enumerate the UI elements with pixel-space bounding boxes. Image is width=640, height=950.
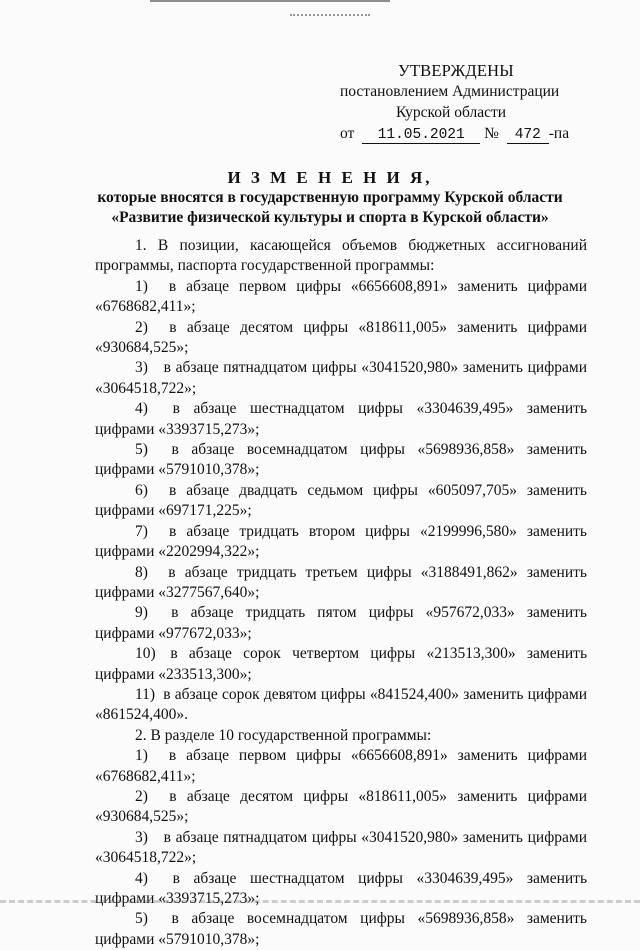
item-text: в абзаце шестнадцатом цифры «3304639,495» заменить цифрами «3393715,273»; [95, 400, 588, 438]
item-number: 11) [135, 685, 156, 703]
item-text: в абзаце десятом цифры «818611,005» заменить цифрами «930684,525»; [95, 318, 588, 357]
approval-stamp [340, 60, 600, 144]
list-item [95, 869, 587, 910]
item-number: 2) [135, 787, 148, 805]
heading-subtitle-1: которые вносятся в государственную программу Курской области [97, 189, 563, 206]
item-number: 3) [135, 359, 148, 377]
approval-number: 472 [507, 127, 549, 144]
item-number: 8) [135, 563, 148, 581]
approval-title: УТВЕРЖДЕНЫ [398, 61, 514, 80]
item-number: 3) [135, 828, 148, 846]
item-text: в абзаце двадцать седьмом цифры «605097,705» заменить цифрами «697171,225»; [95, 481, 587, 520]
document-body [95, 236, 587, 950]
list-item [95, 787, 587, 828]
item-number: 1) [135, 747, 148, 765]
scan-artifact-top [150, 0, 390, 6]
item-text: в абзаце тридцать пятом цифры «957672,033» заменить цифрами «977672,033»; [95, 604, 588, 642]
list-item [95, 399, 587, 440]
item-text: в абзаце восемнадцатом цифры «5698936,858» заменить цифрами «5791010,378»; [95, 441, 587, 479]
approval-line-3: Курской области [396, 104, 507, 121]
section-1-intro: 1. В позиции, касающейся объемов бюджетных ассигнований программы, паспорта государственной программы: [95, 237, 587, 275]
list-item [95, 440, 587, 481]
item-number: 4) [135, 869, 148, 887]
item-text: в абзаце шестнадцатом цифры «3304639,495» заменить цифрами «3393715,273»; [95, 869, 588, 907]
heading-title: И З М Е Н Е Н И Я, [227, 168, 433, 187]
item-text: в абзаце сорок девятом цифры «841524,400» заменить цифрами «861524,400». [95, 685, 587, 724]
list-item [95, 603, 587, 644]
heading-subtitle-2: «Развитие физической культуры и спорта в Курской области» [111, 209, 549, 226]
item-number: 4) [135, 400, 148, 418]
approval-date: 11.05.2021 [362, 127, 480, 144]
list-item [95, 746, 587, 787]
section-1-list [95, 277, 587, 726]
item-number: 1) [135, 277, 148, 295]
list-item [95, 644, 587, 685]
date-prefix: от [340, 125, 355, 142]
section-2-intro: 2. В разделе 10 государственной программы: [135, 726, 432, 744]
list-item [95, 318, 587, 359]
item-text: в абзаце восемнадцатом цифры «5698936,858» заменить цифрами «5791010,378»; [95, 910, 587, 948]
list-item [95, 563, 587, 604]
item-number: 10) [135, 645, 156, 663]
approval-line-2: постановлением Администрации [340, 83, 560, 100]
list-item [95, 358, 587, 399]
item-text: в абзаце пятнадцатом цифры «3041520,980» заменить цифрами «3064518,722»; [95, 828, 587, 867]
item-text: в абзаце первом цифры «6656608,891» заменить цифрами «6768682,411»; [95, 747, 588, 785]
item-number: 6) [135, 481, 148, 499]
scan-artifact-top-dots [290, 14, 370, 18]
number-suffix: -па [548, 125, 570, 142]
list-item [95, 522, 587, 563]
list-item [95, 481, 587, 522]
approval-date-line [340, 123, 600, 144]
item-text: в абзаце десятом цифры «818611,005» заменить цифрами «930684,525»; [95, 787, 588, 826]
item-text: в абзаце тридцать третьем цифры «3188491,862» заменить цифрами «3277567,640»; [95, 563, 587, 601]
list-item [95, 685, 587, 726]
item-number: 5) [135, 910, 148, 928]
number-prefix: № [484, 125, 499, 142]
list-item [95, 277, 587, 318]
item-number: 9) [135, 604, 148, 622]
item-text: в абзаце пятнадцатом цифры «3041520,980» заменить цифрами «3064518,722»; [95, 359, 587, 397]
item-number: 5) [135, 441, 148, 459]
item-number: 7) [135, 522, 148, 540]
list-item [95, 909, 587, 950]
list-item [95, 828, 587, 869]
item-text: в абзаце тридцать втором цифры «2199996,580» заменить цифрами «2202994,322»; [95, 522, 587, 561]
document-heading [60, 168, 600, 228]
item-text: в абзаце первом цифры «6656608,891» заменить цифрами «6768682,411»; [95, 277, 588, 316]
scan-artifact-bottom [0, 894, 640, 903]
section-2-list [95, 746, 587, 950]
item-number: 2) [135, 318, 148, 336]
item-text: в абзаце сорок четвертом цифры «213513,300» заменить цифрами «233513,300»; [95, 645, 588, 683]
